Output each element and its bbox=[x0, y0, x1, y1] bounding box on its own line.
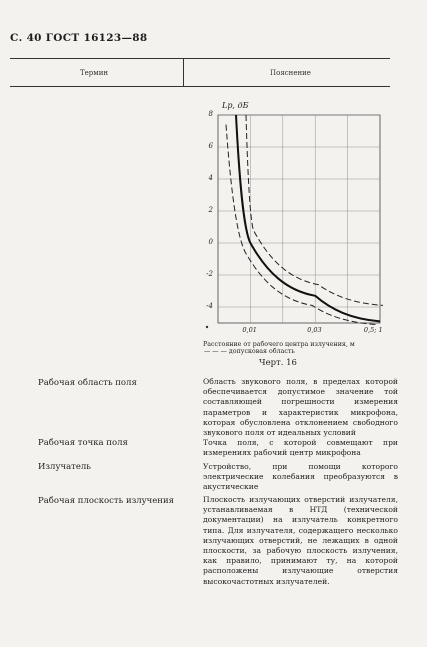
figure-caption-line1: Расстояние от рабочего центра излучения, м bbox=[203, 341, 355, 348]
chart-curves bbox=[226, 115, 383, 325]
x-tick-label: 0,03 bbox=[307, 326, 322, 334]
series-tolerance-upper bbox=[246, 115, 383, 305]
y-tick-label: -2 bbox=[206, 270, 213, 278]
figure-caption-line2: — — — допусковая область bbox=[204, 348, 295, 355]
definition-working-field-area: Область звукового поля, в пределах которой обеспечивается допустимое значение той составляющей погрешности измерения параметров и характеристик микрофона, которая обусловлена отклонением свободного звукового поля от идеальных условий bbox=[203, 377, 398, 438]
y-tick-label: 4 bbox=[208, 174, 213, 182]
axis-origin-mark bbox=[206, 326, 208, 328]
term-emitter: Излучатель bbox=[38, 462, 91, 472]
term-working-field-point: Рабочая точка поля bbox=[38, 438, 128, 448]
x-tick-label: 0,5; 1 bbox=[363, 326, 383, 334]
y-axis-label: Lp, дБ bbox=[222, 101, 249, 110]
series-main-curve bbox=[236, 115, 380, 321]
chart-grid bbox=[206, 115, 380, 328]
page-header: С. 40 ГОСТ 16123—88 bbox=[10, 32, 148, 44]
y-tick-label: 0 bbox=[208, 238, 213, 246]
series-tolerance-lower bbox=[226, 125, 377, 325]
definition-emission-plane: Плоскость излучающих отверстий излучателя, устанавливаемая в НТД (технической документации) на излучатель конкретного типа. Для излучателя, содержащего несколько излучающих отверстий, не лежащих в одной плоскости, за рабочую плоскость излучения, как правило, принимают ту, на которой расположены излучающие отверстия высокочастотных излучателей. bbox=[203, 495, 398, 586]
y-tick-label: 8 bbox=[208, 110, 213, 118]
x-tick-label: 0,01 bbox=[242, 326, 257, 334]
term-emission-plane: Рабочая плоскость излучения bbox=[38, 496, 174, 506]
definition-working-field-point: Точка поля, с которой совмещают при измерениях рабочий центр микрофона bbox=[203, 438, 398, 458]
figure-title: Черт. 16 bbox=[259, 358, 297, 368]
term-working-field-area: Рабочая область поля bbox=[38, 378, 137, 388]
column-header-explanations: Пояснение bbox=[270, 69, 311, 77]
definition-emitter: Устройство, при помощи которого электрические колебания преобразуются в акустические bbox=[203, 462, 398, 492]
y-tick-label: -4 bbox=[206, 302, 213, 310]
y-tick-label: 2 bbox=[208, 206, 213, 214]
column-header-terms: Термин bbox=[80, 69, 109, 77]
y-tick-label: 6 bbox=[208, 142, 213, 150]
